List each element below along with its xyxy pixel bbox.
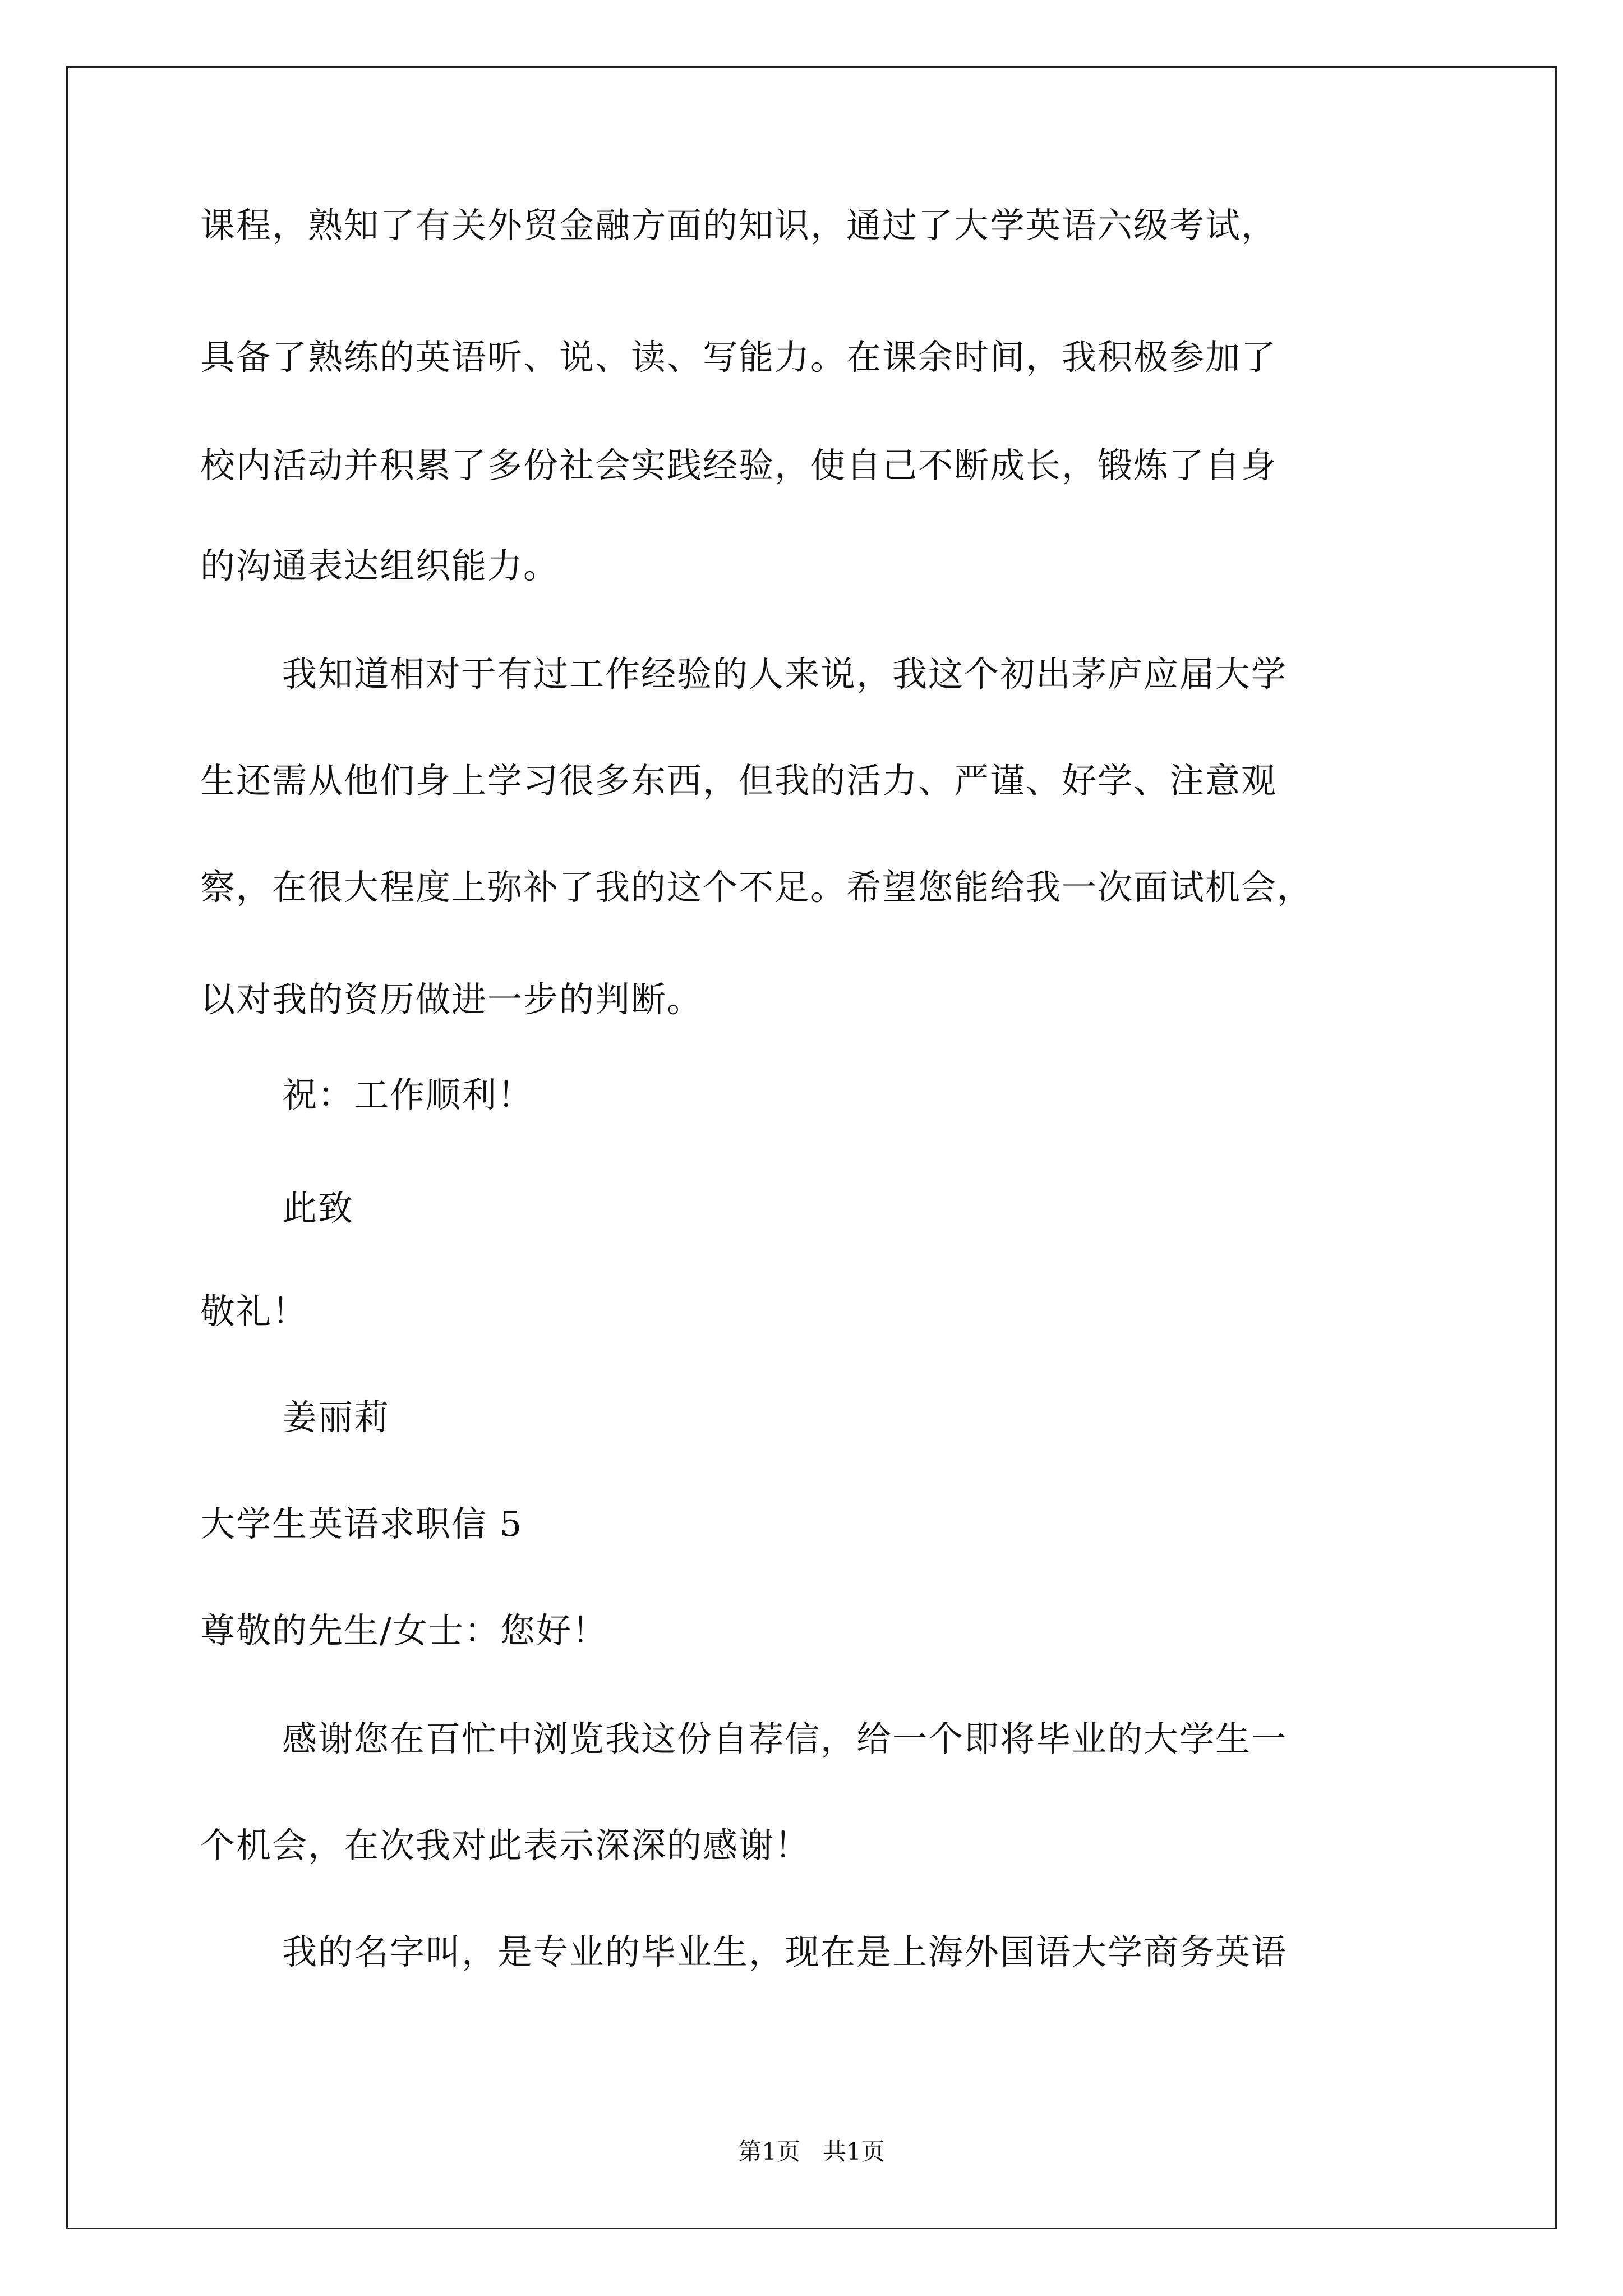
closing-wish: 祝：工作顺利！ <box>282 1074 534 1115</box>
body-line-9: 感谢您在百忙中浏览我这份自荐信，给一个即将毕业的大学生一 <box>282 1718 1288 1759</box>
page-footer: 第1页 共1页 <box>738 2138 885 2165</box>
body-line-11: 我的名字叫，是专业的毕业生，现在是上海外国语大学商务英语 <box>282 1931 1288 1972</box>
body-line-4: 的沟通表达组织能力。 <box>200 545 560 586</box>
signature-name: 姜丽莉 <box>282 1397 390 1438</box>
body-line-5: 我知道相对于有过工作经验的人来说，我这个初出茅庐应届大学 <box>282 654 1288 694</box>
page-frame <box>66 66 1557 2229</box>
body-line-1: 课程，熟知了有关外贸金融方面的知识，通过了大学英语六级考试， <box>200 205 1278 246</box>
body-line-3: 校内活动并积累了多份社会实践经验，使自己不断成长，锻炼了自身 <box>200 445 1278 486</box>
body-line-6: 生还需从他们身上学习很多东西，但我的活力、严谨、好学、注意观 <box>200 760 1278 801</box>
section-title: 大学生英语求职信 5 <box>200 1503 523 1544</box>
body-line-10: 个机会，在次我对此表示深深的感谢！ <box>200 1825 811 1866</box>
body-line-7: 察，在很大程度上弥补了我的这个不足。希望您能给我一次面试机会， <box>200 867 1313 908</box>
closing-salute: 敬礼！ <box>200 1291 308 1332</box>
body-line-2: 具备了熟练的英语听、说、读、写能力。在课余时间，我积极参加了 <box>200 337 1278 378</box>
body-line-8: 以对我的资历做进一步的判断。 <box>200 979 703 1020</box>
closing-respect: 此致 <box>282 1188 354 1228</box>
salutation: 尊敬的先生/女士：您好！ <box>200 1610 608 1651</box>
